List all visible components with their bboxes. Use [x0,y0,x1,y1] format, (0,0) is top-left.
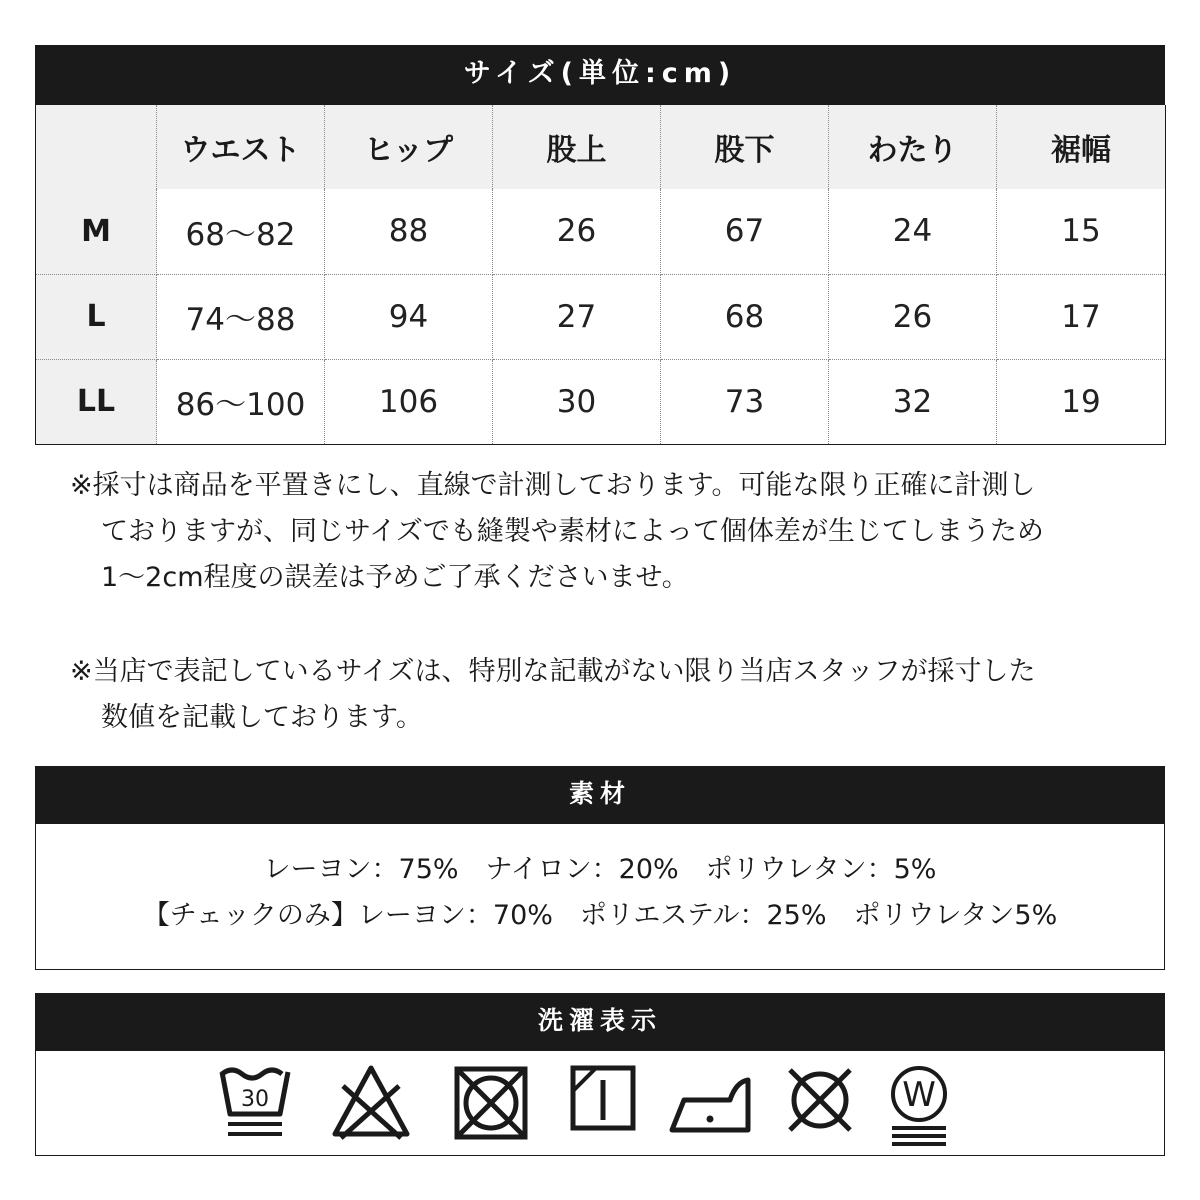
cell-rise: 30 [493,359,661,444]
material-box [35,824,1165,970]
cell-hip: 88 [325,189,493,274]
no-dry-clean-icon [784,1064,856,1136]
table-row [36,274,1166,359]
cell-waist: 86〜100 [157,359,325,444]
cell-inseam: 68 [661,274,829,359]
note-line: ※当店で表記しているサイズは、特別な記載がない限り当店スタッフが採寸した [70,656,1036,687]
cell-hem-width: 15 [997,189,1166,274]
cell-waist: 68〜82 [157,189,325,274]
cell-thigh: 32 [829,359,997,444]
column-header-inseam: 股下 [661,105,829,189]
size-section-title: サイズ(単位:cm) [35,45,1165,105]
care-section-title: 洗濯表示 [35,993,1165,1051]
wet-clean-very-gentle-icon [886,1064,952,1148]
iron-low-icon [666,1064,752,1142]
note-line: 数値を記載しております。 [101,702,423,733]
line-dry-shade-icon [569,1064,637,1132]
cell-rise: 27 [493,274,661,359]
note-line: ※採寸は商品を平置きにし、直線で計測しております。可能な限り正確に計測し [70,470,1036,501]
column-header-thigh: わたり [829,105,997,189]
cell-hip: 94 [325,274,493,359]
wet-clean-letter: W [902,1075,936,1115]
column-header-hip: ヒップ [325,105,493,189]
column-header-rise: 股上 [493,105,661,189]
cell-hip: 106 [325,359,493,444]
cell-hem-width: 17 [997,274,1166,359]
note-line: ておりますが、同じサイズでも縫製や素材によって個体差が生じてしまうため [101,516,1044,547]
column-header-waist: ウエスト [157,105,325,189]
washtub-30-gentle-icon [216,1064,294,1142]
cell-hem-width: 19 [1061,383,1101,420]
measurement-note [70,463,1150,601]
care-labels-box [35,1051,1165,1156]
cell-inseam: 73 [661,359,829,444]
size-source-note [70,649,1150,741]
no-tumble-dry-icon [452,1064,530,1142]
material-section-title: 素材 [35,766,1165,824]
row-header-size: L [36,274,157,359]
no-bleach-icon [329,1064,413,1142]
wash-temperature-label: 30 [241,1087,269,1112]
table-row [36,189,1166,274]
cell-thigh: 26 [829,274,997,359]
table-row [36,359,1166,444]
column-header-hem-width: 裾幅 [997,105,1166,189]
cell-rise: 26 [493,189,661,274]
material-line: 【チェックのみ】レーヨン：70% ポリエステル：25% ポリウレタン5% [142,900,1058,931]
note-line: 1〜2cm程度の誤差は予めご了承くださいませ。 [101,562,689,593]
cell-thigh: 24 [829,189,997,274]
row-header-size: M [36,189,157,274]
size-table [35,105,1166,445]
size-table-header-row [36,105,1166,189]
size-table-corner-cell [36,105,157,189]
row-header-size: LL [36,359,157,444]
cell-inseam: 67 [661,189,829,274]
material-line: レーヨン：75% ナイロン：20% ポリウレタン：5% [263,854,937,885]
cell-waist: 74〜88 [157,274,325,359]
